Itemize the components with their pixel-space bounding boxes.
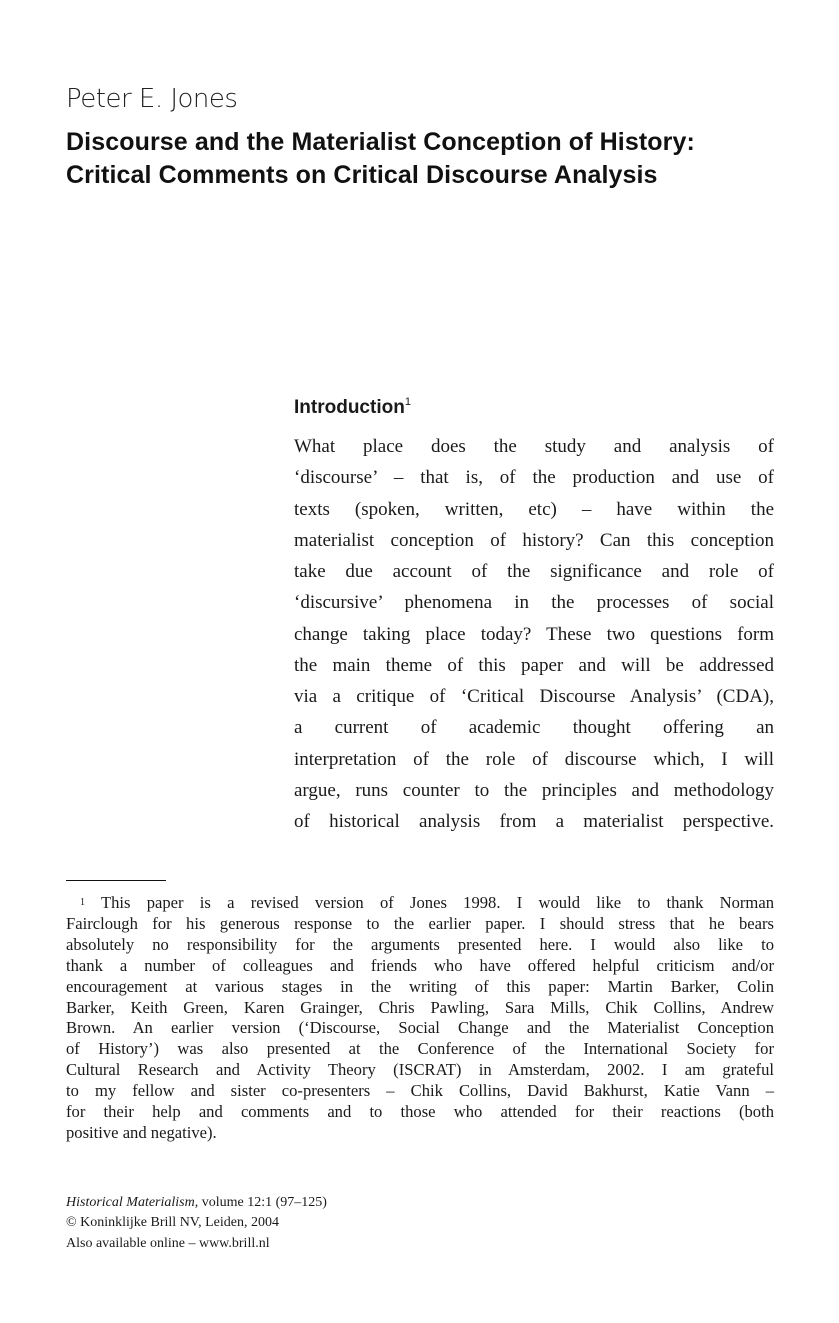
body-line: via a critique of ‘Critical Discourse Analysis’ (CDA),	[294, 686, 774, 707]
footer-copyright: © Koninklijke Brill NV, Leiden, 2004	[66, 1215, 279, 1230]
footnote-reference: 1	[404, 396, 411, 408]
body-line: interpretation of the role of discourse which, I will	[294, 748, 774, 770]
footnote-divider	[66, 880, 166, 881]
body-line: ‘discourse’ – that is, of the production and use of	[294, 467, 774, 489]
footnote-line: Fairclough for his generous response to the earlier paper. I should stress that he bears	[66, 913, 774, 933]
article-title-line-1: Discourse and the Materialist Conception of History:	[66, 128, 695, 156]
footer-online: Also available online – www.brill.nl	[66, 1236, 270, 1251]
footnote-line: Barker, Keith Green, Karen Grainger, Chris Pawling, Sara Mills, Chik Collins, Andrew	[66, 997, 774, 1017]
footnote-line: of History’) was also presented at the Conference of the International Society for	[66, 1039, 774, 1059]
footnote-line: absolutely no responsibility for the arguments presented here. I would also like to	[66, 934, 774, 954]
footnote-line	[80, 893, 774, 913]
footnote-line: to my fellow and sister co-presenters – Chik Collins, David Bakhurst, Katie Vann –	[66, 1081, 774, 1101]
body-line: materialist conception of history? Can this conception	[294, 529, 774, 551]
body-line: What place does the study and analysis of	[294, 436, 774, 457]
footnote-line: positive and negative).	[66, 1122, 217, 1142]
body-line: a current of academic thought offering an	[294, 717, 774, 739]
body-line: ‘discursive’ phenomena in the processes of social	[294, 592, 774, 614]
footer-journal	[66, 1194, 327, 1212]
footnote-line: Cultural Research and Activity Theory (ISCRAT) in Amsterdam, 2002. I am grateful	[66, 1060, 774, 1080]
footnote-line: thank a number of colleagues and friends who have offered helpful criticism and/or	[66, 955, 774, 975]
footnote-line: for their help and comments and to those who attended for their reactions (both	[66, 1102, 774, 1121]
footnote-line: Brown. An earlier version (‘Discourse, Social Change and the Materialist Conception	[66, 1018, 774, 1038]
footnote-line: encouragement at various stages in the writing of this paper: Martin Barker, Colin	[66, 976, 774, 996]
journal-volume: , volume 12:1 (97–125)	[194, 1195, 327, 1210]
section-heading-text: Introduction	[294, 397, 405, 418]
section-heading	[294, 397, 411, 419]
body-line: argue, runs counter to the principles and methodology	[294, 779, 774, 801]
body-line: of historical analysis from a materialist perspective.	[294, 811, 774, 832]
article-title-line-2: Critical Comments on Critical Discourse Analysis	[66, 161, 658, 189]
body-line: change taking place today? These two questions form	[294, 623, 774, 645]
footnote-mark: 1	[80, 897, 85, 908]
body-line: the main theme of this paper and will be addressed	[294, 654, 774, 676]
footnote-text: This paper is a revised version of Jones 1998. I would like to thank Norman	[100, 893, 774, 912]
author-name: Peter E. Jones	[66, 84, 238, 114]
body-line: texts (spoken, written, etc) – have within the	[294, 498, 774, 520]
journal-name: Historical Materialism	[66, 1195, 195, 1210]
body-line: take due account of the significance and role of	[294, 561, 774, 582]
